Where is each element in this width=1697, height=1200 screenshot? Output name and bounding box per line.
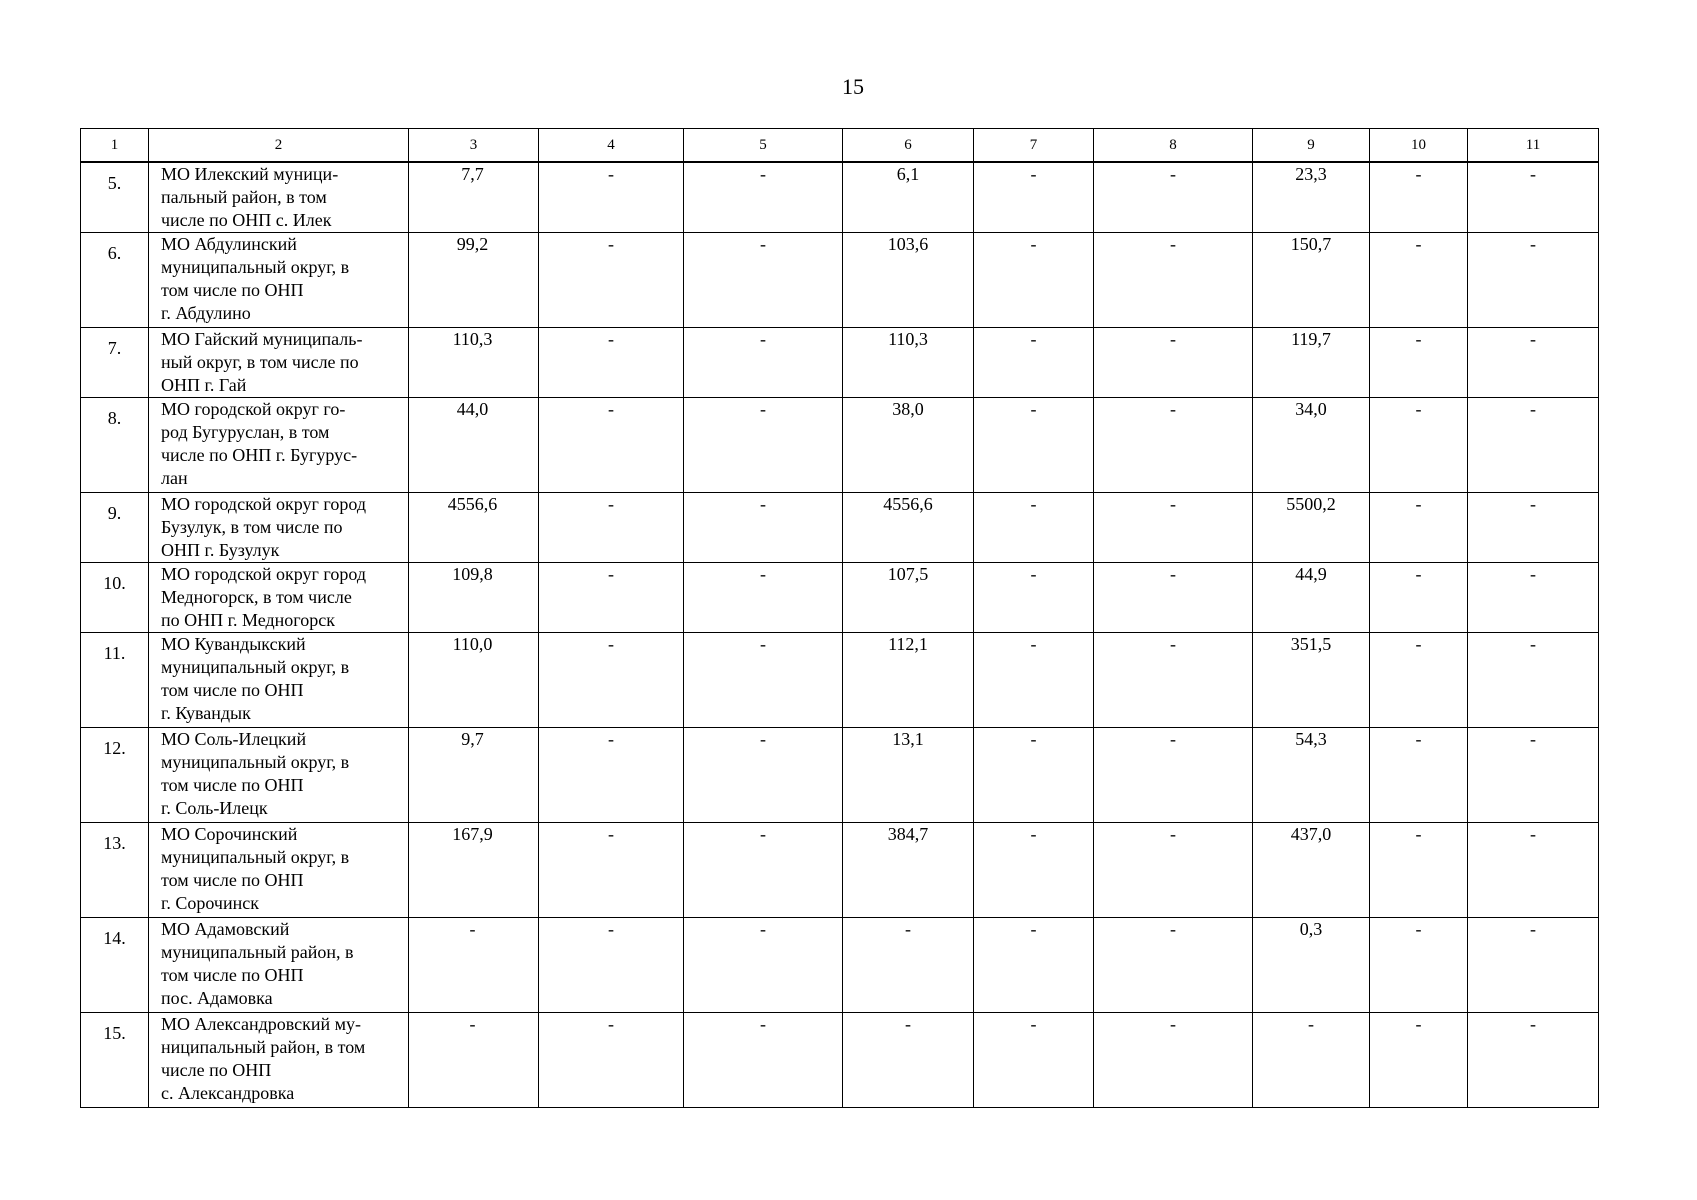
table-row bbox=[81, 1013, 1599, 1108]
value-cell-col-8: - bbox=[1094, 563, 1253, 633]
municipality-name-line: муниципальный округ, в bbox=[161, 257, 350, 277]
value-cell-col-3: - bbox=[409, 1013, 539, 1108]
value-cell-col-6: 110,3 bbox=[843, 328, 974, 398]
municipality-name-line: лан bbox=[161, 468, 188, 488]
municipality-name-line: с. Александровка bbox=[161, 1083, 295, 1103]
municipality-name-line: муниципальный район, в bbox=[161, 942, 354, 962]
table-row bbox=[81, 162, 1599, 233]
value-cell-col-3: 110,3 bbox=[409, 328, 539, 398]
value-cell-col-3: - bbox=[409, 918, 539, 1013]
municipality-name bbox=[149, 918, 409, 1013]
value-cell-col-6: 384,7 bbox=[843, 823, 974, 918]
table-header bbox=[81, 129, 1599, 163]
row-number: 15. bbox=[81, 1013, 149, 1108]
value-cell-col-7: - bbox=[974, 728, 1094, 823]
value-cell-col-11: - bbox=[1468, 728, 1599, 823]
municipality-name bbox=[149, 728, 409, 823]
municipality-name-line: Бузулук, в том числе по bbox=[161, 517, 343, 537]
value-cell-col-5: - bbox=[684, 633, 843, 728]
value-cell-col-9: 44,9 bbox=[1253, 563, 1370, 633]
column-header: 8 bbox=[1094, 129, 1253, 163]
value-cell-col-7: - bbox=[974, 918, 1094, 1013]
page-number: 15 bbox=[842, 74, 864, 99]
value-cell-col-10: - bbox=[1370, 398, 1468, 493]
municipality-name-line: г. Соль-Илецк bbox=[161, 798, 268, 818]
value-cell-col-8: - bbox=[1094, 728, 1253, 823]
municipality-name-line: МО Александровский му- bbox=[161, 1014, 362, 1034]
value-cell-col-10: - bbox=[1370, 493, 1468, 563]
municipality-name-line: муниципальный округ, в bbox=[161, 847, 350, 867]
column-header: 11 bbox=[1468, 129, 1599, 163]
value-cell-col-4: - bbox=[539, 728, 684, 823]
value-cell-col-5: - bbox=[684, 398, 843, 493]
value-cell-col-10: - bbox=[1370, 633, 1468, 728]
row-number: 10. bbox=[81, 563, 149, 633]
value-cell-col-7: - bbox=[974, 328, 1094, 398]
value-cell-col-9: 437,0 bbox=[1253, 823, 1370, 918]
municipality-name-line: ниципальный район, в том bbox=[161, 1037, 366, 1057]
municipality-name-line: том числе по ОНП bbox=[161, 680, 304, 700]
municipality-name-line: том числе по ОНП bbox=[161, 965, 304, 985]
municipality-name-line: род Бугуруслан, в том bbox=[161, 422, 330, 442]
value-cell-col-7: - bbox=[974, 633, 1094, 728]
column-header: 7 bbox=[974, 129, 1094, 163]
value-cell-col-11: - bbox=[1468, 493, 1599, 563]
column-header: 1 bbox=[81, 129, 149, 163]
municipality-name-line: числе по ОНП г. Бугурус- bbox=[161, 445, 358, 465]
row-number: 6. bbox=[81, 233, 149, 328]
municipality-name-line: Медногорск, в том числе bbox=[161, 587, 352, 607]
table-row bbox=[81, 328, 1599, 398]
value-cell-col-7: - bbox=[974, 823, 1094, 918]
value-cell-col-3: 110,0 bbox=[409, 633, 539, 728]
value-cell-col-7: - bbox=[974, 493, 1094, 563]
municipality-name bbox=[149, 162, 409, 233]
municipality-name-line: МО Адамовский bbox=[161, 919, 290, 939]
municipality-name-line: числе по ОНП с. Илек bbox=[161, 210, 332, 230]
value-cell-col-3: 44,0 bbox=[409, 398, 539, 493]
value-cell-col-3: 9,7 bbox=[409, 728, 539, 823]
value-cell-col-6: 38,0 bbox=[843, 398, 974, 493]
column-header: 3 bbox=[409, 129, 539, 163]
value-cell-col-9: 54,3 bbox=[1253, 728, 1370, 823]
municipality-name-line: МО городской округ город bbox=[161, 494, 366, 514]
column-header: 5 bbox=[684, 129, 843, 163]
value-cell-col-8: - bbox=[1094, 493, 1253, 563]
municipality-name-line: муниципальный округ, в bbox=[161, 657, 350, 677]
value-cell-col-8: - bbox=[1094, 918, 1253, 1013]
value-cell-col-7: - bbox=[974, 1013, 1094, 1108]
municipality-name bbox=[149, 633, 409, 728]
value-cell-col-3: 167,9 bbox=[409, 823, 539, 918]
value-cell-col-8: - bbox=[1094, 398, 1253, 493]
table-row bbox=[81, 918, 1599, 1013]
column-header: 2 bbox=[149, 129, 409, 163]
value-cell-col-3: 7,7 bbox=[409, 162, 539, 233]
column-header: 6 bbox=[843, 129, 974, 163]
value-cell-col-10: - bbox=[1370, 823, 1468, 918]
value-cell-col-11: - bbox=[1468, 1013, 1599, 1108]
value-cell-col-8: - bbox=[1094, 233, 1253, 328]
value-cell-col-10: - bbox=[1370, 1013, 1468, 1108]
value-cell-col-5: - bbox=[684, 823, 843, 918]
value-cell-col-6: 112,1 bbox=[843, 633, 974, 728]
value-cell-col-8: - bbox=[1094, 162, 1253, 233]
municipality-name-line: МО Илекский муници- bbox=[161, 164, 339, 184]
value-cell-col-9: 34,0 bbox=[1253, 398, 1370, 493]
value-cell-col-9: 119,7 bbox=[1253, 328, 1370, 398]
value-cell-col-9: 351,5 bbox=[1253, 633, 1370, 728]
value-cell-col-10: - bbox=[1370, 162, 1468, 233]
municipality-name bbox=[149, 563, 409, 633]
municipality-name-line: пальный район, в том bbox=[161, 187, 327, 207]
value-cell-col-9: 23,3 bbox=[1253, 162, 1370, 233]
table-row bbox=[81, 233, 1599, 328]
value-cell-col-4: - bbox=[539, 563, 684, 633]
value-cell-col-7: - bbox=[974, 162, 1094, 233]
table-row bbox=[81, 728, 1599, 823]
value-cell-col-10: - bbox=[1370, 918, 1468, 1013]
municipality-name-line: МО городской округ го- bbox=[161, 399, 346, 419]
table-body bbox=[81, 162, 1599, 1108]
value-cell-col-4: - bbox=[539, 328, 684, 398]
municipality-name-line: по ОНП г. Медногорск bbox=[161, 610, 335, 630]
municipality-name-line: МО Гайский муниципаль- bbox=[161, 329, 363, 349]
municipality-name bbox=[149, 233, 409, 328]
value-cell-col-4: - bbox=[539, 493, 684, 563]
value-cell-col-8: - bbox=[1094, 328, 1253, 398]
municipality-name-line: МО городской округ город bbox=[161, 564, 366, 584]
value-cell-col-8: - bbox=[1094, 1013, 1253, 1108]
municipality-name bbox=[149, 398, 409, 493]
value-cell-col-5: - bbox=[684, 918, 843, 1013]
value-cell-col-6: 103,6 bbox=[843, 233, 974, 328]
municipality-name-line: г. Абдулино bbox=[161, 303, 251, 323]
column-header: 10 bbox=[1370, 129, 1468, 163]
value-cell-col-9: 5500,2 bbox=[1253, 493, 1370, 563]
value-cell-col-11: - bbox=[1468, 398, 1599, 493]
value-cell-col-6: 13,1 bbox=[843, 728, 974, 823]
value-cell-col-3: 99,2 bbox=[409, 233, 539, 328]
value-cell-col-4: - bbox=[539, 633, 684, 728]
value-cell-col-11: - bbox=[1468, 233, 1599, 328]
value-cell-col-5: - bbox=[684, 728, 843, 823]
value-cell-col-4: - bbox=[539, 1013, 684, 1108]
municipality-name-line: МО Абдулинский bbox=[161, 234, 297, 254]
row-number: 9. bbox=[81, 493, 149, 563]
value-cell-col-7: - bbox=[974, 233, 1094, 328]
municipality-name-line: МО Сорочинский bbox=[161, 824, 298, 844]
value-cell-col-6: - bbox=[843, 1013, 974, 1108]
value-cell-col-10: - bbox=[1370, 233, 1468, 328]
column-header: 9 bbox=[1253, 129, 1370, 163]
value-cell-col-7: - bbox=[974, 563, 1094, 633]
value-cell-col-6: 107,5 bbox=[843, 563, 974, 633]
value-cell-col-8: - bbox=[1094, 633, 1253, 728]
municipality-name-line: муниципальный округ, в bbox=[161, 752, 350, 772]
value-cell-col-4: - bbox=[539, 398, 684, 493]
header-row bbox=[81, 129, 1599, 163]
row-number: 14. bbox=[81, 918, 149, 1013]
value-cell-col-6: 6,1 bbox=[843, 162, 974, 233]
value-cell-col-11: - bbox=[1468, 823, 1599, 918]
municipality-name-line: ОНП г. Бузулук bbox=[161, 540, 280, 560]
value-cell-col-11: - bbox=[1468, 563, 1599, 633]
row-number: 11. bbox=[81, 633, 149, 728]
municipality-name-line: г. Сорочинск bbox=[161, 893, 259, 913]
municipality-name bbox=[149, 823, 409, 918]
municipality-name-line: пос. Адамовка bbox=[161, 988, 273, 1008]
municipality-name-line: числе по ОНП bbox=[161, 1060, 272, 1080]
municipality-name-line: г. Кувандык bbox=[161, 703, 251, 723]
value-cell-col-10: - bbox=[1370, 328, 1468, 398]
value-cell-col-11: - bbox=[1468, 918, 1599, 1013]
value-cell-col-4: - bbox=[539, 918, 684, 1013]
value-cell-col-5: - bbox=[684, 328, 843, 398]
municipality-name bbox=[149, 328, 409, 398]
value-cell-col-5: - bbox=[684, 233, 843, 328]
value-cell-col-5: - bbox=[684, 1013, 843, 1108]
row-number: 13. bbox=[81, 823, 149, 918]
value-cell-col-4: - bbox=[539, 162, 684, 233]
table-row bbox=[81, 563, 1599, 633]
value-cell-col-5: - bbox=[684, 563, 843, 633]
municipality-name-line: том числе по ОНП bbox=[161, 280, 304, 300]
table-row bbox=[81, 633, 1599, 728]
table-row bbox=[81, 823, 1599, 918]
value-cell-col-3: 109,8 bbox=[409, 563, 539, 633]
value-cell-col-6: 4556,6 bbox=[843, 493, 974, 563]
row-number: 12. bbox=[81, 728, 149, 823]
data-table bbox=[80, 128, 1599, 1108]
value-cell-col-10: - bbox=[1370, 563, 1468, 633]
value-cell-col-11: - bbox=[1468, 162, 1599, 233]
value-cell-col-11: - bbox=[1468, 328, 1599, 398]
municipality-name bbox=[149, 493, 409, 563]
value-cell-col-9: 0,3 bbox=[1253, 918, 1370, 1013]
municipality-name-line: ный округ, в том числе по bbox=[161, 352, 359, 372]
value-cell-col-8: - bbox=[1094, 823, 1253, 918]
municipality-name-line: том числе по ОНП bbox=[161, 775, 304, 795]
value-cell-col-9: - bbox=[1253, 1013, 1370, 1108]
value-cell-col-9: 150,7 bbox=[1253, 233, 1370, 328]
value-cell-col-4: - bbox=[539, 823, 684, 918]
column-header: 4 bbox=[539, 129, 684, 163]
value-cell-col-6: - bbox=[843, 918, 974, 1013]
municipality-name-line: МО Соль-Илецкий bbox=[161, 729, 307, 749]
municipality-name-line: том числе по ОНП bbox=[161, 870, 304, 890]
row-number: 8. bbox=[81, 398, 149, 493]
municipality-name-line: МО Кувандыкский bbox=[161, 634, 306, 654]
value-cell-col-11: - bbox=[1468, 633, 1599, 728]
table-row bbox=[81, 493, 1599, 563]
row-number: 5. bbox=[81, 162, 149, 233]
table-row bbox=[81, 398, 1599, 493]
value-cell-col-7: - bbox=[974, 398, 1094, 493]
value-cell-col-5: - bbox=[684, 162, 843, 233]
value-cell-col-5: - bbox=[684, 493, 843, 563]
municipality-name bbox=[149, 1013, 409, 1108]
row-number: 7. bbox=[81, 328, 149, 398]
municipality-name-line: ОНП г. Гай bbox=[161, 375, 247, 395]
value-cell-col-10: - bbox=[1370, 728, 1468, 823]
value-cell-col-3: 4556,6 bbox=[409, 493, 539, 563]
value-cell-col-4: - bbox=[539, 233, 684, 328]
